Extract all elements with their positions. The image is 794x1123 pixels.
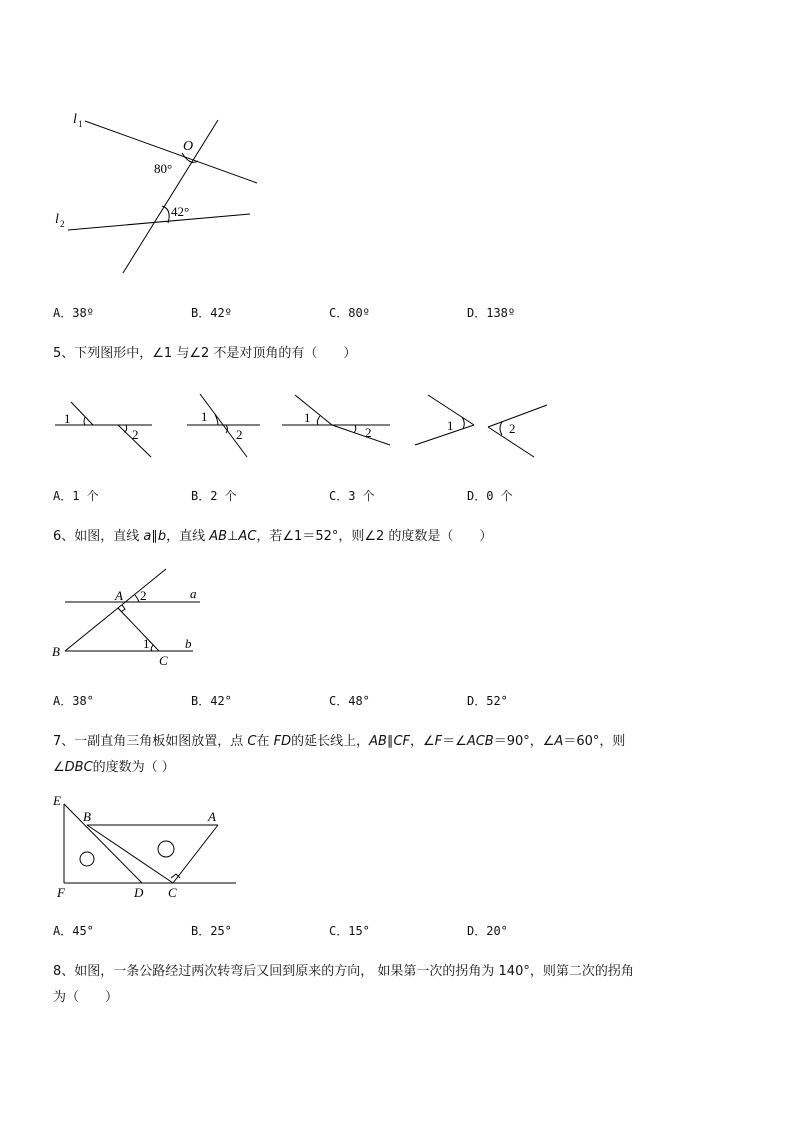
hole-circle-2 — [158, 841, 174, 857]
q5-fig4-label-1: 1 — [447, 418, 454, 433]
q4-figure — [40, 100, 280, 280]
label-C: C — [168, 885, 177, 900]
label-O: O — [183, 139, 194, 154]
q5-fig2-label-1: 1 — [201, 409, 208, 424]
label-D: D — [134, 885, 144, 900]
angle-2-arc — [135, 595, 139, 602]
q7-option-a[interactable]: A．45° — [53, 924, 94, 938]
label-l2-sub: 2 — [60, 219, 65, 229]
label-C: C — [159, 653, 168, 668]
q6-stem: 6、如图，直线 a∥b，直线 AB⊥AC，若∠1＝52°，则∠2 的度数是（ ） — [53, 529, 493, 544]
q7-option-c[interactable]: C．15° — [329, 924, 370, 938]
transversal-line — [123, 120, 218, 273]
q6-option-d[interactable]: D．52° — [467, 694, 508, 708]
q5-option-c[interactable]: C．3 个 — [329, 489, 375, 503]
hole-circle-1 — [80, 852, 94, 866]
q5-fig1-label-2: 2 — [132, 427, 139, 442]
q6-option-c[interactable]: C．48° — [329, 694, 370, 708]
q5-fig2-label-2: 2 — [236, 427, 243, 442]
q4-option-c[interactable]: C．80º — [329, 306, 370, 320]
q4-option-b[interactable]: B．42º — [191, 306, 232, 320]
label-F: F — [57, 885, 65, 900]
q5-figure-2 — [187, 394, 260, 457]
q5-option-b[interactable]: B．2 个 — [191, 489, 237, 503]
q4-option-a[interactable]: A．38º — [53, 306, 94, 320]
label-B: B — [52, 644, 60, 659]
q5-figure-3 — [282, 395, 390, 445]
q5-fig4-label-2: 2 — [509, 421, 516, 436]
label-E: E — [53, 793, 61, 808]
q8-stem-line1: 8、如图，一条公路经过两次转弯后又回到原来的方向， 如果第一次的拐角为 140°，则第二次的拐角 — [53, 964, 634, 979]
line-AC — [118, 608, 159, 651]
right-angle-mark — [171, 874, 180, 878]
q5-fig3-label-1: 1 — [304, 410, 311, 425]
q5-figure-1 — [55, 402, 152, 457]
q7-stem-line2: ∠DBC的度数为（ ） — [53, 760, 175, 775]
label-A: A — [208, 809, 216, 824]
q7-stem-line1: 7、一副直角三角板如图放置，点 C在 FD的延长线上，AB∥CF，∠F＝∠ACB＝90°，∠A＝60°，则 — [53, 734, 626, 749]
line-AC — [173, 825, 218, 883]
q5-stem: 5、下列图形中，∠1 与∠2 不是对顶角的有（ ） — [53, 346, 357, 361]
q5-figures — [50, 385, 560, 465]
line-ED — [64, 804, 142, 883]
label-angle-1: 1 — [143, 636, 150, 651]
label-l1: l — [73, 112, 77, 127]
label-angle-42: 42° — [171, 204, 190, 219]
label-B: B — [83, 809, 91, 824]
label-l1-sub: 1 — [78, 119, 83, 129]
q7-option-b[interactable]: B．25° — [191, 924, 232, 938]
q5-option-d[interactable]: D．0 个 — [467, 489, 513, 503]
q5-figure-4 — [415, 395, 547, 457]
q5-fig3-label-2: 2 — [365, 425, 372, 440]
q7-option-d[interactable]: D．20° — [467, 924, 508, 938]
angle-1-arc — [151, 645, 153, 651]
label-A: A — [115, 588, 123, 603]
label-angle-80: 80° — [154, 161, 173, 176]
q5-option-a[interactable]: A．1 个 — [53, 489, 99, 503]
q5-fig1-label-1: 1 — [64, 411, 71, 426]
q6-figure — [45, 562, 215, 672]
label-b: b — [185, 636, 192, 651]
label-angle-2: 2 — [140, 588, 147, 603]
label-a: a — [190, 586, 197, 601]
q7-figure — [45, 792, 245, 902]
q6-option-a[interactable]: A．38° — [53, 694, 94, 708]
q6-option-b[interactable]: B．42° — [191, 694, 232, 708]
line-l2 — [68, 214, 250, 230]
q4-option-d[interactable]: D．138º — [467, 306, 516, 320]
line-AB — [65, 569, 166, 651]
label-l2: l — [55, 212, 59, 227]
q8-stem-line2: 为（ ） — [53, 990, 119, 1005]
right-angle-mark — [121, 605, 125, 612]
